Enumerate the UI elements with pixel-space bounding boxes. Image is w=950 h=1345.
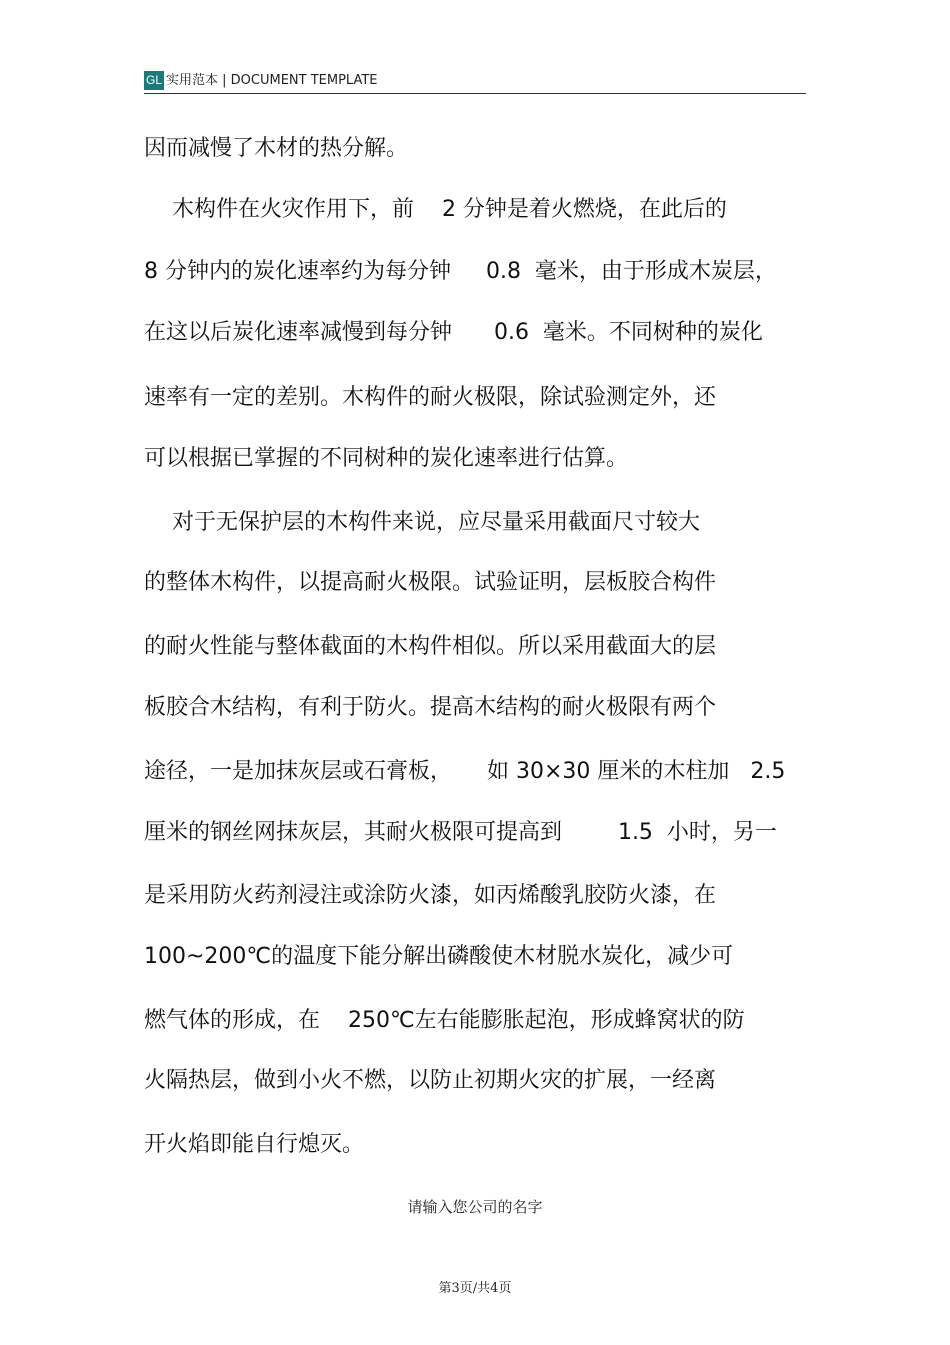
text-line: 对于无保护层的木构件来说，应尽量采用截面尺寸较大: [144, 510, 700, 535]
text-line: 火隔热层，做到小火不燃，以防止初期火灾的扩展，一经离: [144, 1068, 717, 1093]
logo: GL: [144, 71, 164, 90]
text-line: 的整体木构件，以提高耐火极限。试验证明，层板胶合构件: [144, 570, 717, 595]
page-indicator: 第3页/共4页: [438, 1281, 512, 1296]
text-line: 燃气体的形成，在 250℃左右能膨胀起泡，形成蜂窝状的防: [144, 1008, 745, 1033]
text-line: 8 分钟内的炭化速率约为每分钟 0.8 毫米，由于形成木炭层，: [144, 259, 777, 284]
company-name: 请输入您公司的名字: [407, 1198, 543, 1216]
text-line: 是采用防火药剂浸注或涂防火漆，如丙烯酸乳胶防火漆，在: [144, 883, 717, 908]
text-line: 在这以后炭化速率减慢到每分钟 0.6 毫米。不同树种的炭化: [144, 320, 763, 345]
text-line: 可以根据已掌握的不同树种的炭化速率进行估算。: [144, 446, 629, 471]
header-divider: [144, 93, 806, 94]
text-line: 的耐火性能与整体截面的木构件相似。所以采用截面大的层: [144, 634, 717, 659]
header-title: 实用范本 | DOCUMENT TEMPLATE: [166, 73, 378, 88]
text-line: 木构件在火灾作用下，前 2 分钟是着火燃烧，在此后的: [144, 197, 727, 222]
text-line: 因而减慢了木材的热分解。: [144, 136, 409, 161]
text-line: 板胶合木结构，有利于防火。提高木结构的耐火极限有两个: [144, 695, 717, 720]
page-header: [144, 70, 806, 94]
text-line: 途径，一是加抹灰层或石膏板， 如 30×30 厘米的木柱加 2.5: [144, 759, 786, 784]
text-line: 厘米的钢丝网抹灰层，其耐火极限可提高到 1.5 小时，另一: [144, 820, 777, 845]
text-line: 开火焰即能自行熄灭。: [144, 1132, 365, 1157]
text-line: 100~200℃的温度下能分解出磷酸使木材脱水炭化，减少可: [144, 944, 734, 969]
text-line: 速率有一定的差别。木构件的耐火极限，除试验测定外，还: [144, 385, 717, 410]
